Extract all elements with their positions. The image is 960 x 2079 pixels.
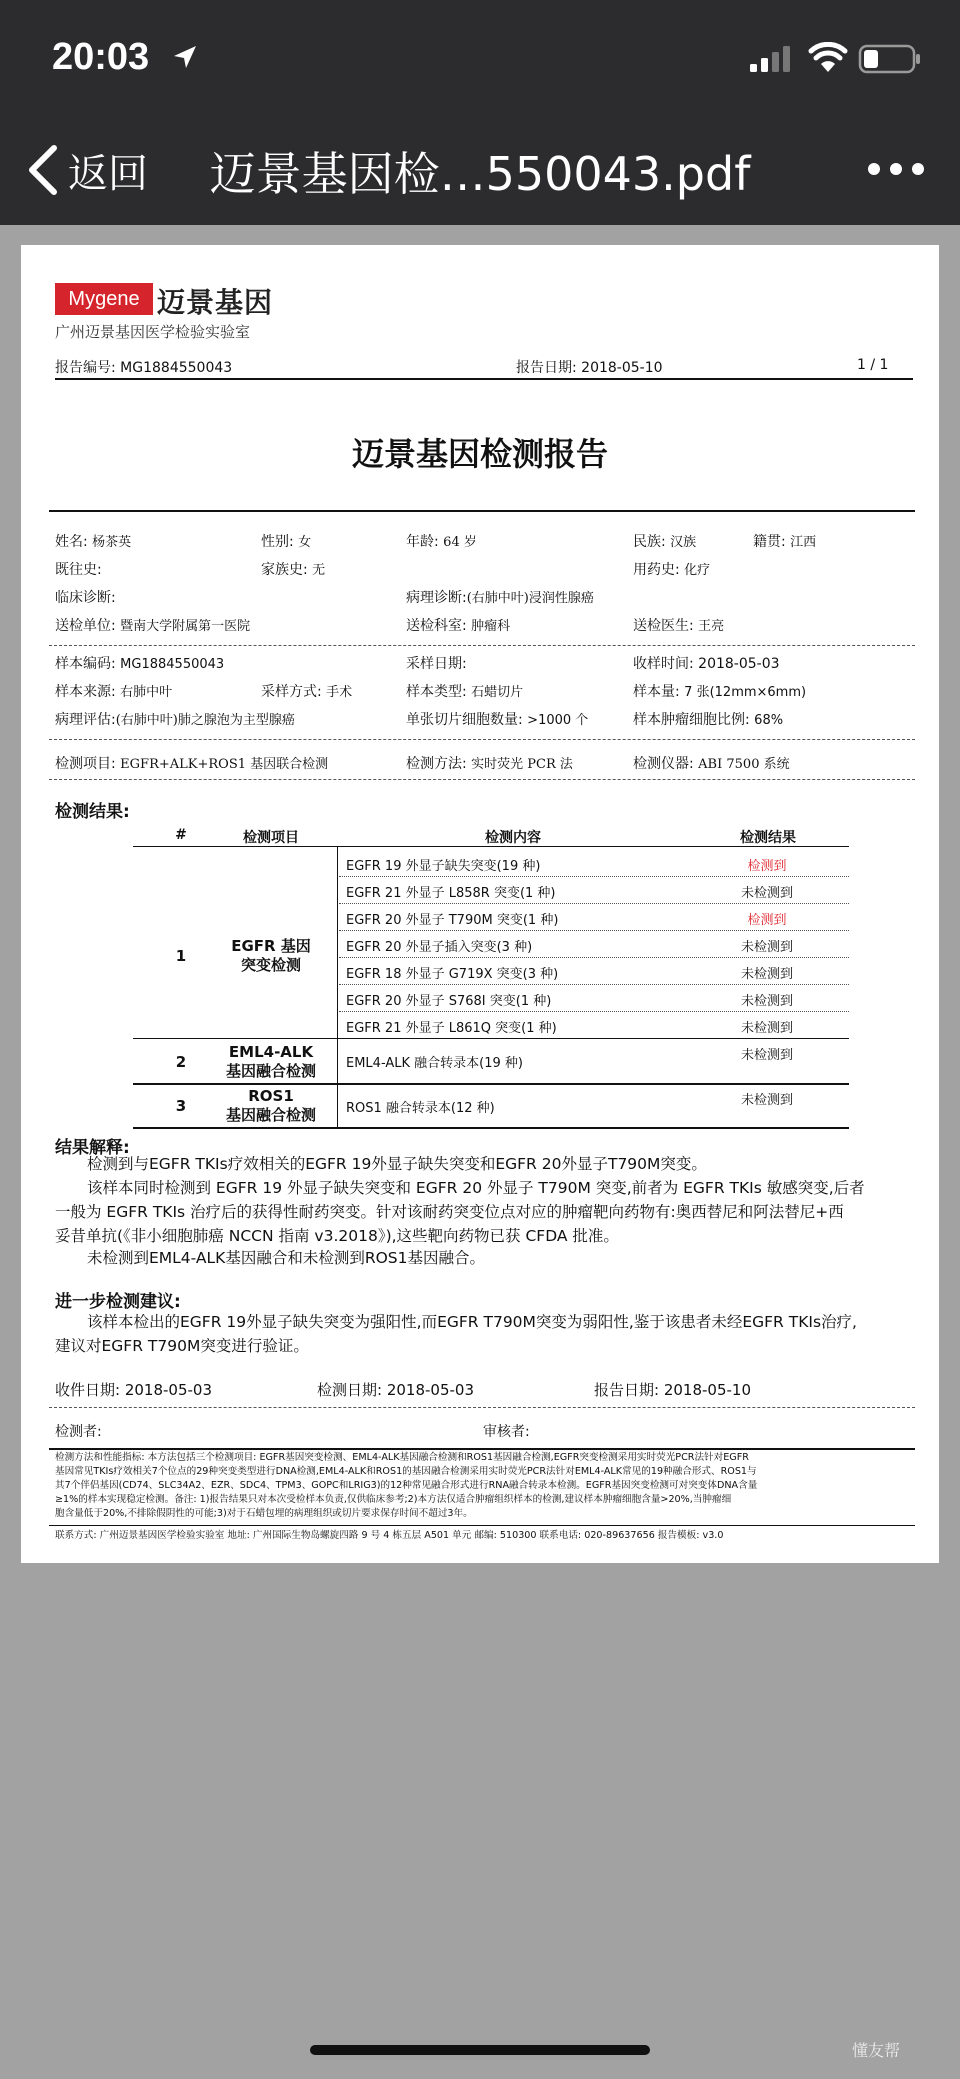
divider [49, 1407, 915, 1408]
label: 收样时间: [633, 656, 694, 672]
table-row-line [339, 876, 849, 877]
sample-source-field [55, 681, 172, 701]
results-heading: 检测结果: [55, 802, 130, 822]
brand-logo-cn: 迈景基因 [157, 286, 274, 319]
footnote-line: 其7个伴侣基因(CD74、SLC34A2、EZR、SDC4、TPM3、GOPC和LRIG3)的12种常见融合形式进行RNA融合转录本检测。EGFR基因突变检测可对突变体DNA含量 [55, 1480, 758, 1491]
submit-dept-field [406, 615, 510, 635]
table-cell-result: 未检测到 [740, 1021, 793, 1036]
suggestion-p1b: 建议对EGFR T790M突变进行验证。 [55, 1337, 309, 1355]
divider [49, 645, 915, 646]
test-instrument-field [633, 753, 790, 773]
table-cell-content: EGFR 18 外显子 G719X 突变(3 种) [346, 967, 559, 982]
report-number: 报告编号: MG1884550043 [55, 360, 233, 376]
divider [49, 779, 915, 780]
label: 样本编码: [55, 656, 116, 672]
footnote-line: ≥1%的样本实现稳定检测。备注: 1)报告结果只对本次受检样本负责,仅供临床参考;2)本方法仅适合肿瘤组织样本的检测,建议样本肿瘤细胞含量>20%,当肿瘤细 [55, 1494, 732, 1505]
label: 单张切片细胞数量: [406, 712, 523, 728]
table-cell-content: EGFR 21 外显子 L858R 突变(1 种) [346, 886, 556, 901]
interpretation-p2a: 该样本同时检测到 EGFR 19 外显子缺失突变和 EGFR 20 外显子 T790M 突变,前者为 EGFR TKIs 敏感突变,后者 [87, 1179, 865, 1197]
label: 性别: [261, 534, 294, 550]
interpretation-p2b: 一般为 EGFR TKIs 治疗后的获得性耐药突变。针对该耐药突变位点对应的肿瘤靶向药物有:奥西替尼和阿法替尼+西 [55, 1203, 844, 1221]
table-header-line [133, 846, 849, 847]
receive-time-field [633, 653, 780, 673]
label: 检测项目: [55, 756, 116, 772]
label: 病理评估: [55, 712, 116, 728]
document-title: 迈景基因检…550043.pdf [209, 147, 751, 201]
col-header-item: 检测项目 [243, 830, 299, 846]
value: 7 张(12mm×6mm) [684, 685, 807, 700]
sex-field [261, 531, 311, 551]
interpretation-p3: 未检测到EML4-ALK基因融合和未检测到ROS1基因融合。 [87, 1249, 485, 1267]
value: 女 [298, 535, 312, 550]
divider [49, 1525, 915, 1526]
pathology-diagnosis-field [406, 587, 594, 607]
table-cell-result: 未检测到 [740, 940, 793, 955]
test-method-field [406, 753, 573, 773]
footnote-line: 胞含量低于20%,不排除假阴性的可能;3)对于石蜡包埋的病理组织或切片要求保存时间不超过3年。 [55, 1508, 473, 1519]
tester-label: 检测者: [55, 1424, 102, 1440]
value: 右肺中叶 [120, 685, 173, 700]
table-row-line [339, 930, 849, 931]
label: 民族: [633, 534, 666, 550]
footnote-line: 检测方法和性能指标: 本方法包括三个检测项目: EGFR基因突变检测、EML4-ALK基因融合检测和ROS1基因融合检测,EGFR突变检测采用实时荧光PCR法针对EGFR [55, 1452, 749, 1463]
table-cell-result: 未检测到 [740, 886, 793, 901]
value: 肿瘤科 [471, 619, 511, 634]
table-group-number: 2 [175, 1053, 187, 1071]
report-date: 报告日期: 2018-05-10 [516, 360, 663, 376]
table-cell-result: 未检测到 [740, 967, 793, 982]
divider [55, 378, 913, 380]
page-number: 1 / 1 [857, 357, 889, 373]
table-cell-content: EGFR 20 外显子 S768I 突变(1 种) [346, 994, 552, 1009]
clinical-diagnosis-field [55, 587, 116, 607]
divider [49, 1448, 915, 1450]
home-indicator[interactable] [310, 2045, 650, 2055]
label: 用药史: [633, 562, 680, 578]
native-place-field [753, 531, 816, 551]
table-group-line [133, 1083, 849, 1085]
table-cell-content: EML4-ALK 融合转录本(19 种) [346, 1056, 523, 1071]
label: 采样方式: [261, 684, 322, 700]
table-group-name-sub: 基因融合检测 [225, 1062, 316, 1080]
value: 2018-05-03 [698, 656, 780, 672]
value: 68% [754, 713, 784, 728]
divider [49, 510, 915, 512]
footnote-line: 基因常见TKIs疗效相关7个位点的29种突变类型进行DNA检测,EML4-ALK和ROS1的基因融合检测采用实时荧光PCR法针对EML4-ALK常见的19种融合形式、ROS1与 [55, 1466, 757, 1477]
table-group-name: EGFR 基因 [231, 937, 311, 955]
value: MG1884550043 [120, 657, 225, 672]
value: 暨南大学附属第一医院 [120, 619, 251, 634]
value: 实时荧光 PCR 法 [471, 757, 573, 772]
family-history-field [261, 559, 325, 579]
interpretation-p2c: 妥昔单抗(《非小细胞肺癌 NCCN 指南 v3.2018》),这些靶向药物已获 CFDA 批准。 [55, 1227, 619, 1245]
brand-logo: Mygene [55, 283, 153, 315]
label: 检测仪器: [633, 756, 694, 772]
sample-type-field [406, 681, 523, 701]
table-row-line [339, 903, 849, 904]
report-title: 迈景基因检测报告 [351, 435, 608, 473]
wifi-icon [808, 42, 848, 74]
table-cell-content: EGFR 19 外显子缺失突变(19 种) [346, 859, 541, 874]
table-row-line [339, 984, 849, 985]
value: 64 岁 [443, 535, 477, 550]
value: 杨茶英 [92, 535, 132, 550]
history-field [55, 559, 102, 579]
label: 既往史: [55, 562, 102, 578]
table-cell-content: EGFR 21 外显子 L861Q 突变(1 种) [346, 1021, 557, 1036]
table-group-name: ROS1 [248, 1087, 294, 1105]
label: 样本肿瘤细胞比例: [633, 712, 750, 728]
test-date: 检测日期: 2018-05-03 [317, 1381, 474, 1399]
value: EGFR+ALK+ROS1 基因联合检测 [120, 757, 329, 772]
value: >1000 个 [527, 713, 589, 728]
table-cell-result: 未检测到 [740, 1048, 793, 1063]
table-group-line [133, 1038, 849, 1039]
status-time: 20:03 [52, 36, 150, 78]
table-row-line [339, 1011, 849, 1012]
label: 家族史: [261, 562, 308, 578]
doctor-field [633, 615, 724, 635]
col-header-num: # [175, 827, 187, 843]
label: 临床诊断: [55, 590, 116, 606]
cellular-signal-icon [748, 44, 796, 74]
interpretation-heading: 结果解释: [55, 1138, 130, 1158]
label: 姓名: [55, 534, 88, 550]
label: 年龄: [406, 534, 439, 550]
medication-field [633, 559, 710, 579]
label: 送检医生: [633, 618, 694, 634]
value: 石蜡切片 [471, 685, 524, 700]
more-options-icon[interactable] [866, 158, 926, 180]
label: 病理诊断: [406, 590, 467, 606]
label: 样本类型: [406, 684, 467, 700]
table-cell-content: EGFR 20 外显子插入突变(3 种) [346, 940, 533, 955]
table-column-line [337, 847, 338, 1127]
label: 籍贯: [753, 534, 786, 550]
sample-method-field [261, 681, 352, 701]
name-field [55, 531, 131, 551]
value: 王亮 [698, 619, 725, 634]
table-group-number: 1 [175, 947, 187, 965]
battery-icon [858, 44, 922, 74]
value: 手术 [326, 685, 353, 700]
cell-count-field [406, 709, 588, 729]
reviewer-label: 审核者: [483, 1424, 530, 1440]
sample-amount-field [633, 681, 806, 701]
table-group-name-sub: 基因融合检测 [225, 1106, 316, 1124]
table-group-name-sub: 突变检测 [240, 956, 301, 974]
pathology-eval-field [55, 709, 295, 729]
label: 样本来源: [55, 684, 116, 700]
label: 检测方法: [406, 756, 467, 772]
back-label: 返回 [68, 150, 148, 197]
interpretation-p1: 检测到与EGFR TKIs疗效相关的EGFR 19外显子缺失突变和EGFR 20外显子T790M突变。 [87, 1155, 707, 1173]
col-header-content: 检测内容 [485, 830, 541, 846]
age-field [406, 531, 477, 551]
label: 样本量: [633, 684, 680, 700]
suggestion-p1a: 该样本检出的EGFR 19外显子缺失突变为强阳性,而EGFR T790M突变为弱阳性,鉴于该患者未经EGFR TKIs治疗, [87, 1313, 857, 1331]
pdf-page[interactable] [21, 245, 939, 1563]
report-date-bottom: 报告日期: 2018-05-10 [594, 1381, 751, 1399]
contact-line: 联系方式: 广州迈景基因医学检验实验室 地址: 广州国际生物岛螺旋四路 9 号 4 栋五层 A501 单元 邮编: 510300 联系电话: 020-89637656 报告模板: v3.0 [55, 1530, 724, 1541]
divider [49, 739, 915, 740]
suggestion-heading: 进一步检测建议: [55, 1292, 181, 1312]
table-cell-result: 未检测到 [740, 994, 793, 1009]
lab-name: 广州迈景基因医学检验实验室 [55, 323, 251, 341]
sample-code-field [55, 653, 224, 673]
table-group-name: EML4-ALK [228, 1043, 314, 1061]
value: (右肺中叶)浸润性腺癌 [466, 591, 594, 606]
value: 江西 [790, 535, 817, 550]
location-arrow-icon [172, 44, 198, 70]
value: ABI 7500 系统 [698, 757, 790, 772]
table-group-number: 3 [175, 1097, 187, 1115]
value: 化疗 [684, 563, 711, 578]
submit-unit-field [55, 615, 250, 635]
table-cell-content: EGFR 20 外显子 T790M 突变(1 种) [346, 913, 559, 928]
table-bottom-line [133, 1127, 849, 1129]
label: 送检单位: [55, 618, 116, 634]
col-header-result: 检测结果 [740, 830, 796, 846]
table-row-line [339, 957, 849, 958]
nation-field [633, 531, 696, 551]
watermark-text: 懂友帮 [852, 2041, 901, 2060]
collect-date-field [406, 653, 467, 673]
value: 无 [312, 563, 326, 578]
table-cell-content: ROS1 融合转录本(12 种) [346, 1101, 495, 1116]
value: (右肺中叶)肺之腺泡为主型腺癌 [115, 713, 295, 728]
value: 汉族 [670, 535, 697, 550]
label: 送检科室: [406, 618, 467, 634]
top-bar [0, 0, 960, 225]
table-cell-result: 未检测到 [740, 1093, 793, 1108]
table-cell-result: 检测到 [747, 859, 787, 874]
test-item-field [55, 753, 328, 773]
receive-date: 收件日期: 2018-05-03 [55, 1381, 212, 1399]
tumor-ratio-field [633, 709, 783, 729]
label: 采样日期: [406, 656, 467, 672]
table-cell-result: 检测到 [747, 913, 787, 928]
